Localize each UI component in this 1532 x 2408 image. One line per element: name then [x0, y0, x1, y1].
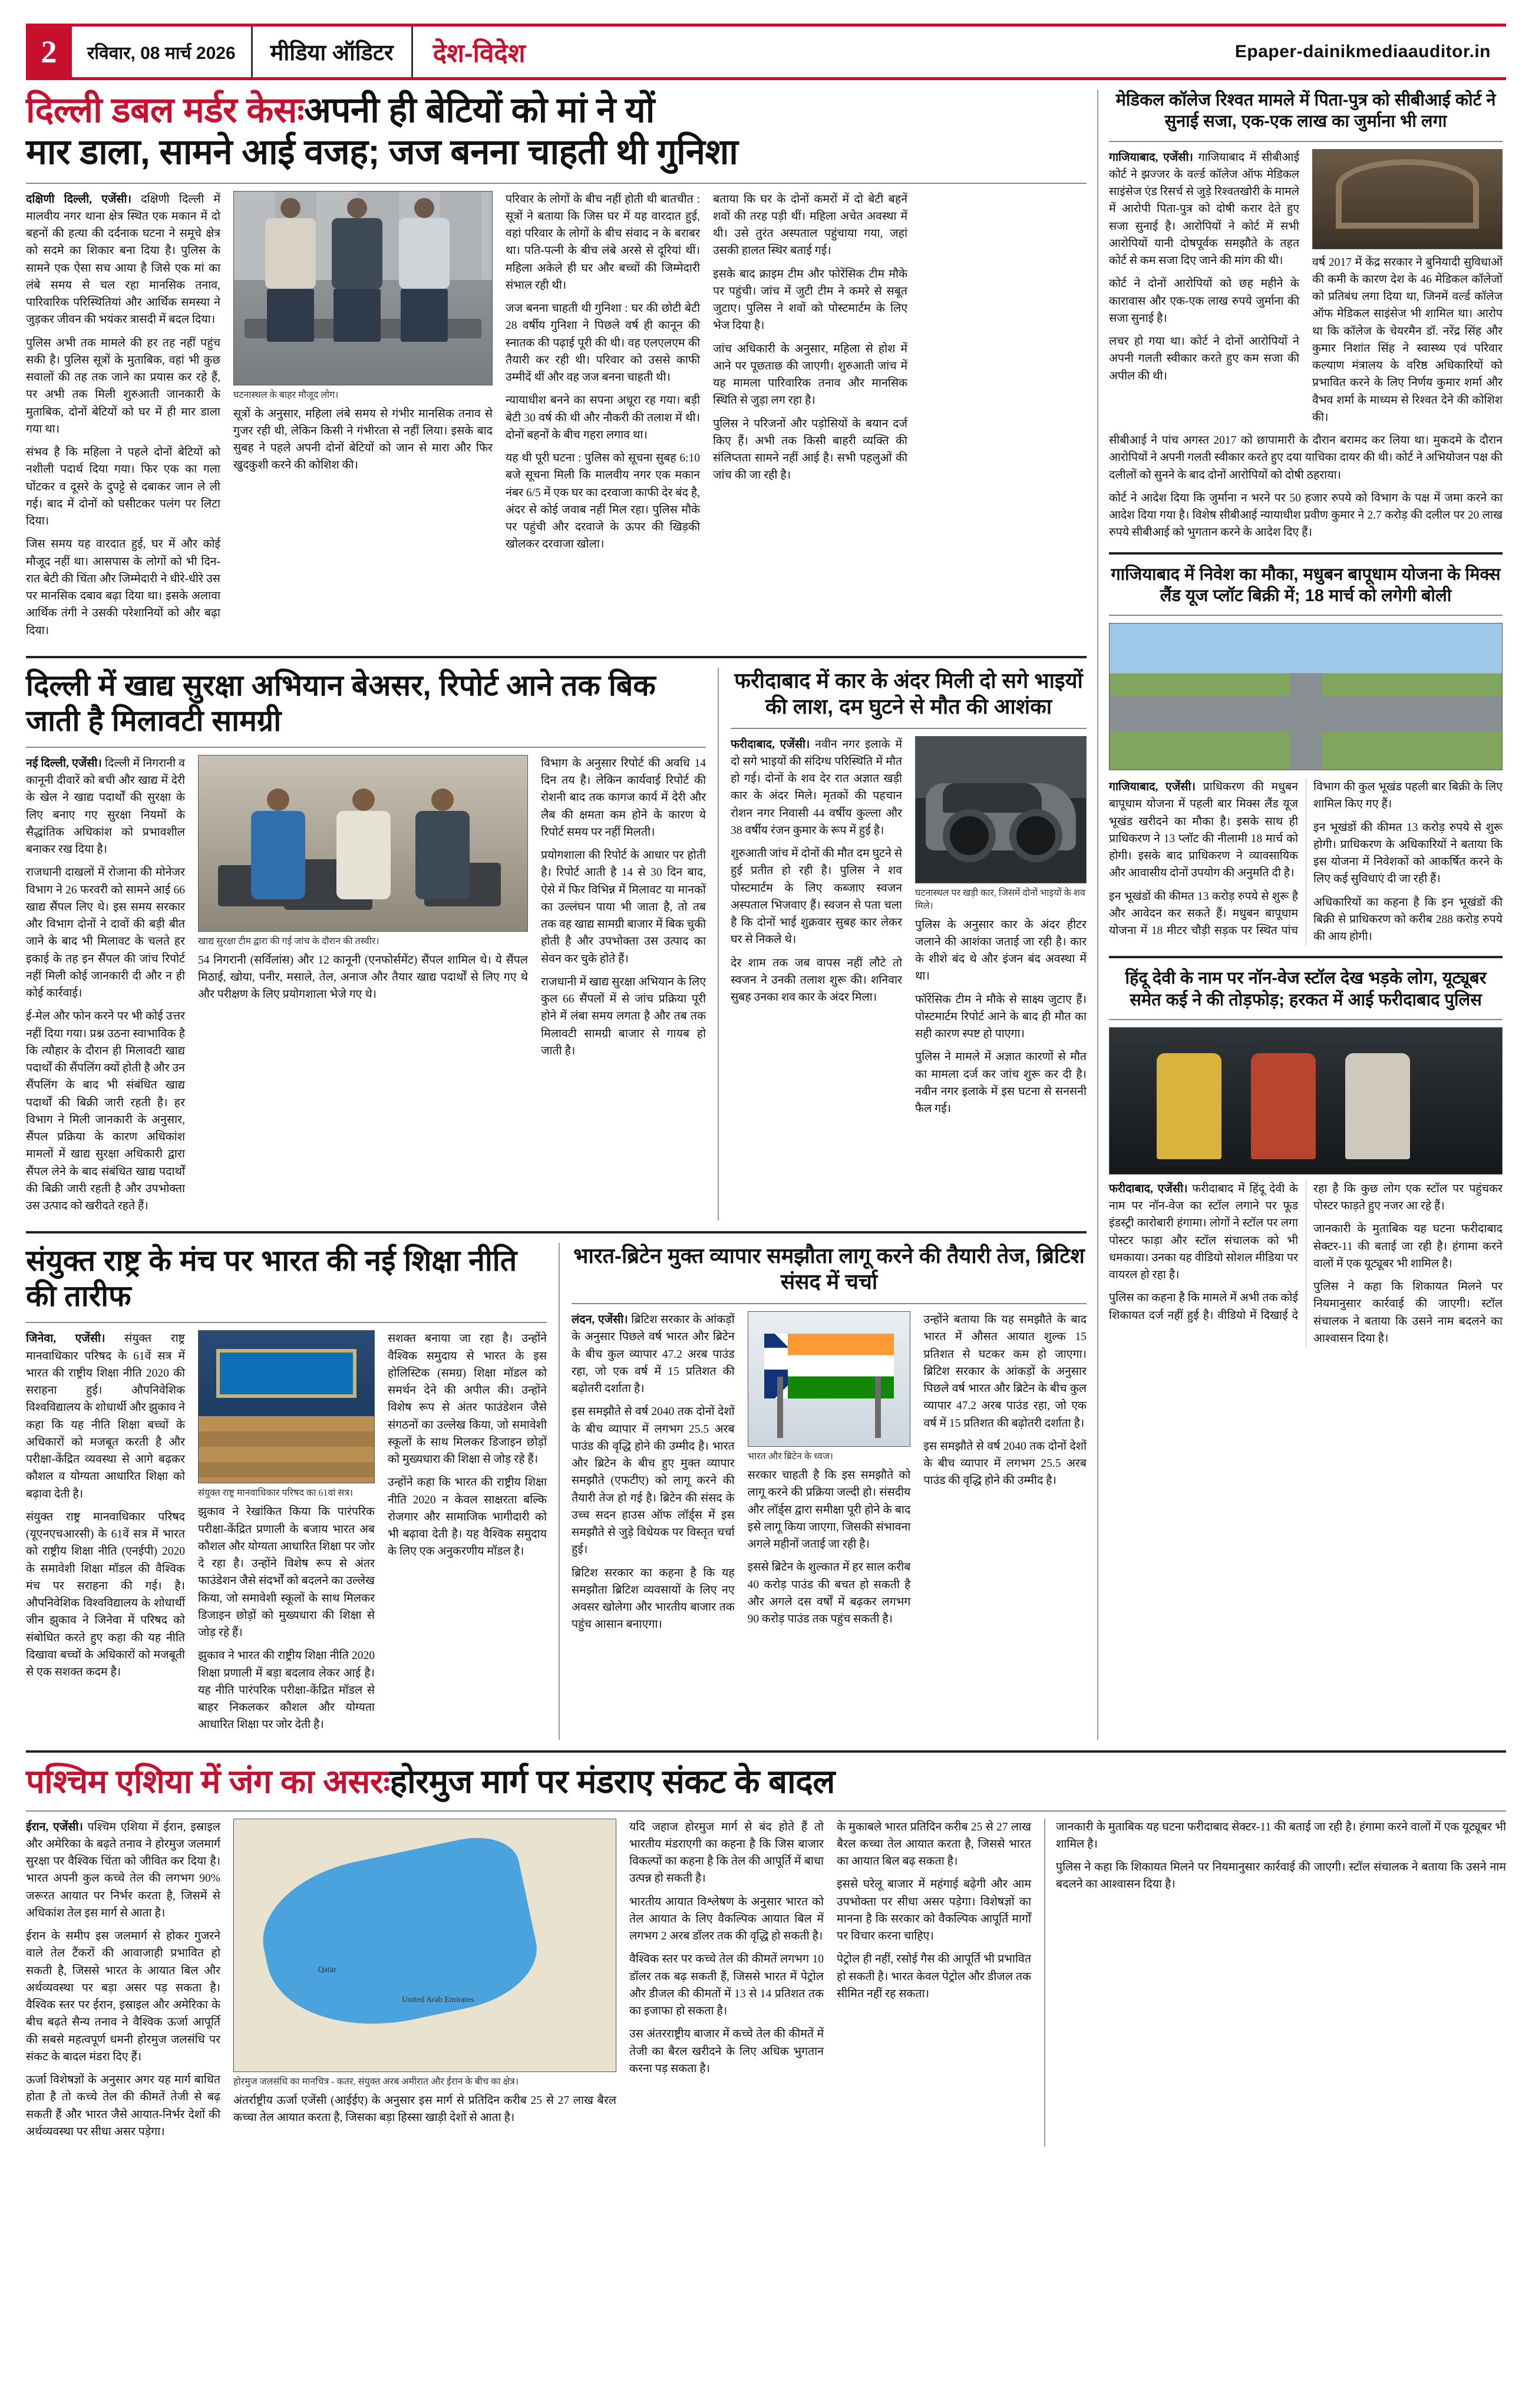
lead-para-1: पुलिस अभी तक मामले की हर तह नहीं पहुंच सकी है। पुलिस सूत्रों के मुताबिक, वहां भी कुछ सवालों की तह तक जाने का प्रयास कर रहे हैं, पर अभी तक मिली शुरुआती जानकारी के मुताबिक, दोनों बेटियों को घर में ही मार डाला गया था। [26, 337, 220, 436]
devi-para-2: जानकारी के मुताबिक यह घटना फरीदाबाद सेक्टर-11 की बताई जा रही है। हंगामा करने वालों में एक यूट्यूबर भी शामिल है। [1313, 1223, 1503, 1270]
asia-para-1: ईरान के समीप इस जलमार्ग से होकर गुजरने वाले तेल टैंकरों की आवाजाही प्रभावित हो सकती है, जिससे भारत के आयात बिल और अर्थव्यवस्था पर बड़ा असर पड़ सकता है। वैश्विक स्तर पर ईरान, इस्राइल और अमेरिका के बीच बढ़ते सैन्य तनाव ने वैश्विक ऊर्जा आपूर्ति की सबसे महत्वपूर्ण धमनी होरमुज जलसंधि पर संकट के बादल मंडरा दिए हैं। [26, 1930, 220, 2063]
un-headline: संयुक्त राष्ट्र के मंच पर भारत की नई शिक्षा नीति की तारीफ [26, 1244, 517, 1313]
car-headline: फरीदाबाद में कार के अंदर मिली दो सगे भाइयों की लाश, दम घुटने से मौत की आशंका [734, 668, 1083, 718]
britain-photo-caption: भारत और ब्रिटेन के ध्वज। [747, 1452, 834, 1462]
medical-bribery-story [1109, 90, 1503, 542]
asia-para-0: ईरान, एजेंसी। पश्चिम एशिया में ईरान, इस्राइल और अमेरिका के बढ़ते तनाव ने होरमुज जलमार्ग सुरक्षा पर वैश्विक चिंता को जीवित कर दिया है। भारत अपनी कुल कच्चे तेल की लगभग 90% जरूरत आयात पर निर्भर करता है, जिसमें से अधिकांश तेल इस मार्ग से आता है। [26, 1820, 221, 1919]
food-headline: दिल्ली में खाद्य सुरक्षा अभियान बेअसर, रिपोर्ट आने तक बिक जाती है मिलावटी सामग्री [26, 668, 656, 737]
lead-para-7: न्यायाधीश बनने का सपना अधूरा रह गया। बड़ी बेटी 30 वर्ष की थी और नौकरी की तलाश में थी। दोनों बहनों के बीच गहरा लगाव था। [506, 394, 700, 441]
page-number: 2 [26, 27, 72, 77]
britain-para-3: सरकार चाहती है कि इस समझौते को लागू करने की प्रक्रिया जल्दी हो। संसदीय और लॉर्ड्स द्वारा समीक्षा पूरी होने के बाद इसे लागू किया जाएगा, जिसकी संभावना अगले महीनों जताई जा रही है। [747, 1469, 911, 1551]
car-photo-caption: घटनास्थल पर खड़ी कार, जिसमें दोनों भाइयों के शव मिले। [915, 888, 1085, 911]
car-para-3: पुलिस के अनुसार कार के अंदर हीटर जलाने की आशंका जताई जा रही है। कार के शीशे बंद थे और इंजन बंद अवस्था में था। [915, 918, 1087, 983]
asia-para-3: अंतर्राष्ट्रीय ऊर्जा एजेंसी (आईईए) के अनुसार इस मार्ग से प्रतिदिन करीब 25 से 27 लाख बैरल कच्चा तेल आयात करता है, जिसका बड़ा हिस्सा खाड़ी देशों से आता है। [233, 2094, 616, 2124]
food-photo [198, 755, 528, 932]
masthead-section: देश-विदेश [432, 39, 526, 68]
hormuz-map [233, 1819, 616, 2072]
lead-para-9: बताया कि घर के दोनों कमरों में दो बेटी बहनें शवों की तरह पड़ी थीं। महिला अचेत अवस्था में थी। उसे तुरंत अस्पताल पहुंचाया गया, जहां उसकी हालत स्थिर बताई गई। [713, 193, 907, 258]
food-para-4: विभाग के अनुसार रिपोर्ट की अवधि 14 दिन तय है। लेकिन कार्यवाई रिपोर्ट की रोशनी बाद तक कागज कार्य में देरी और लैब की क्षमता कम होने के कारण ये रिपोर्ट समय पर नहीं मिलती। [541, 757, 706, 839]
food-para-2: ई-मेल और फोन करने पर भी कोई उत्तर नहीं दिया गया। प्रश्न उठना स्वाभाविक है कि त्यौहार के दौरान ही मिलावटी खाद्य पदार्थों की सैंपलिंग क्यों होती है और उन सैंपलिंग के बाद भी संबंधित खाद्य पदार्थों की बिक्री जारी रहती है। हर विभाग ने मिली जानकारी के अनुसार, सैंपल प्रक्रिया के कारण अधिकांश मामलों में खाद्य सुरक्षा अधिकारी द्वारा सैंपल लेने के बाद संबंधित खाद्य पदार्थों की बिक्री जारी रहती है और उपभोक्ता उस उत्पाद को खरीदते रहते हैं। [26, 1010, 185, 1213]
asia-para-10: पेट्रोल ही नहीं, रसोई गैस की आपूर्ति भी प्रभावित हो सकती है। भारत केवल पेट्रोल और डीजल तक सीमित नहीं रह सकता। [837, 1953, 1031, 2000]
medical-photo [1312, 149, 1503, 249]
britain-para-2: ब्रिटिश सरकार का कहना है कि यह समझौता ब्रिटिश व्यवसायों के लिए नए अवसर खोलेगा और भारतीय बाजार तक पहुंच आसान बनाएगा। [572, 1566, 735, 1631]
devi-dateline: फरीदाबाद, एजेंसी। [1109, 1182, 1188, 1195]
asia-kicker: पश्चिम एशिया में जंग का असरः [26, 1762, 390, 1800]
lead-headline [26, 90, 1087, 173]
asia-para-5: भारतीय आयात विश्लेषण के अनुसार भारत को तेल आयात के लिए वैकल्पिक आयात बिल में लगभग 2 अरब डॉलर तक की वृद्धि हो सकती है। [629, 1895, 824, 1943]
asia-extra-0: जानकारी के मुताबिक यह घटना फरीदाबाद सेक्टर-11 की बताई जा रही है। हंगामा करने वालों में एक यूट्यूबर भी शामिल है। [1056, 1820, 1506, 1850]
map-label-qatar: Qatar [318, 1965, 336, 1974]
britain-para-1: इस समझौते से वर्ष 2040 तक दोनों देशों के बीच व्यापार में लगभग 25.5 अरब पाउंड की वृद्धि होने की उम्मीद है। भारत और ब्रिटेन के बीच हुए मुक्त व्यापार समझौते (एफटीए) को लागू करने की तैयारी तेज हो गई है। ब्रिटेन की संसद के उच्च सदन हाउस ऑफ लॉर्ड्स में इस समझौते से जुड़े विधेयक पर विस्तृत चर्चा हुई। [572, 1406, 735, 1556]
food-para-5: प्रयोगशाला की रिपोर्ट के आधार पर होती है। रिपोर्ट आती है 14 से 30 दिन बाद, ऐसे में फिर विभिन्न में मिलावट या मानकों का उल्लंघन पाया भी जाता है, तो तब तक वह खाद्य सामग्री बाजार में बिक चुकी होती है और उपभोक्ता उस उत्पाद का सेवन कर चुके होते हैं। [541, 849, 706, 965]
lead-headline-line2: मार डाला, सामने आई वजह; जज बनना चाहती थी गुनिशा [26, 131, 738, 171]
masthead-url[interactable]: Epaper-dainikmediaauditor.in [1234, 42, 1491, 61]
lead-headline-rest: अपनी ही बेटियों को मां ने यों [304, 90, 655, 130]
medical-headline: मेडिकल कॉलेज रिश्वत मामले में पिता-पुत्र को सीबीआई कोर्ट ने सुनाई सजा, एक-एक लाख का जुर्माना भी लगा [1115, 91, 1496, 131]
un-dateline: जिनेवा, एजेंसी। [26, 1332, 105, 1345]
car-dateline: फरीदाबाद, एजेंसी। [731, 738, 810, 751]
lead-para-2: संभव है कि महिला ने पहले दोनों बेटियों को नशीली पदार्थ दिया गया। फिर एक का गला घोंटकर व दूसरे के दुपट्टे से दबाकर जान ले ली गई। बाद में दोनों को घसीटकर पलंग पर लिटा दिया। [26, 446, 220, 528]
car-photo [915, 736, 1087, 883]
food-para-6: राजधानी में खाद्य सुरक्षा अभियान के लिए कुल 66 सैंपलों में से जांच प्रक्रिया पूरी होने में लंबा समय लगता है और तब तक मिलावटी सामग्री बाजार से गायब हो जाती है। [541, 975, 706, 1057]
lead-photo-caption: घटनास्थल के बाहर मौजूद लोग। [233, 390, 339, 400]
lead-para-0: दक्षिणी दिल्ली, एजेंसी। दक्षिणी दिल्ली में मालवीय नगर थाना क्षेत्र स्थित एक मकान में दो बहनों की हत्या की दर्दनाक घटना ने समूचे क्षेत्र को सदमे का शिकार बना दिया है। पुलिस के सामने एक ऐसा सच आया है जिसे एक मां का लंबे समय से चल रहा मानसिक तनाव, पारिवारिक परिस्थितियां और आर्थिक समस्या ने जुड़कर जीवन की भयंकर त्रासदी में बदल दिया। [26, 193, 221, 326]
asia-headline-rest: होरमुज मार्ग पर मंडराए संकट के बादल [389, 1762, 835, 1800]
devi-para-0: फरीदाबाद, एजेंसी। फरीदाबाद में हिंदू देवी के नाम पर नॉन-वेज का स्टॉल लगाने पर फूड इंडस्ट्री कारोबारी हंगामा। लोगों ने स्टॉल पर लगा पोस्टर फाड़ा और स्टॉल संचालक को भी धमकाया। उनका यह वीडियो सोशल मीडिया पर वायरल हो रहा है। [1109, 1182, 1298, 1281]
food-dateline: नई दिल्ली, एजेंसी। [26, 757, 102, 770]
map-label-uae: United Arab Emirates [402, 1995, 474, 2005]
devi-photo [1109, 1027, 1503, 1175]
asia-para-8: के मुकाबले भारत प्रतिदिन करीब 25 से 27 लाख बैरल कच्चा तेल आयात करता है, जिससे भारत का आयात बिल बढ़ सकता है। [837, 1820, 1031, 1868]
lead-story [26, 90, 1087, 645]
faridabad-car-story [718, 668, 1087, 1221]
lead-dateline: दक्षिणी दिल्ली, एजेंसी। [26, 193, 131, 206]
west-asia-story [26, 1762, 1506, 2147]
lead-para-5: परिवार के लोगों के बीच नहीं होती थी बातचीत : सूत्रों ने बताया कि जिस घर में यह वारदात हुई, वहां परिवार के लोगों के बीच संवाद न के बराबर था। पति-पत्नी के बीच लंबे अरसे से दूरियां थीं। महिला अकेले ही घर और बच्चों की जिम्मेदारी संभाल रही थी। [506, 193, 700, 292]
un-para-2: झुकाव ने रेखांकित किया कि पारंपरिक परीक्षा-केंद्रित प्रणाली के बजाय भारत अब कौशल और योग्यता आधारित शिक्षा पर जोर दे रहा है। उन्होंने विशेष रूप से अंतर फाउंडेशन जैसे संदर्भों को बदलने का उल्लेख किया, जो समावेशी स्कूलों के साथ मिलकर डिजाइन छोड़ों को मुख्यधारा की शिक्षा से जोड़ रहे हैं। [198, 1506, 375, 1640]
devi-para-1: पुलिस का कहना है कि मामले में अभी तक कोई शिकायत दर्ज नहीं हुई है। वीडियो में दिखाई दे रहा है कि कुछ लोग एक स्टॉल पर पहुंचकर पोस्टर फाड़ते हुए नजर आ रहे हैं। [1109, 1182, 1503, 1322]
lead-kicker: दिल्ली डबल मर्डर केसः [26, 90, 305, 130]
car-para-4: फॉरेंसिक टीम ने मौके से साक्ष्य जुटाए हैं। पोस्टमार्टम रिपोर्ट आने के बाद ही मौत का सही कारण स्पष्ट हो पाएगा। [915, 993, 1087, 1041]
britain-para-6: इस समझौते से वर्ष 2040 तक दोनों देशों के बीच व्यापार में लगभग 25.5 अरब पाउंड की वृद्धि होने की उम्मीद है। [923, 1440, 1087, 1487]
un-para-3: झुकाव ने भारत की राष्ट्रीय शिक्षा नीति 2020 शिक्षा प्रणाली में बड़ा बदलाव लेकर आई है। यह नीति पारंपरिक परीक्षा-केंद्रित मॉडल से बाहर निकलकर कौशल और योग्यता आधारित शिक्षा पर जोर देती है। [198, 1650, 375, 1731]
ghaziabad-plot-story [1109, 564, 1503, 946]
britain-para-4: इससे ब्रिटेन के शुल्कात में हर साल करीब 40 करोड़ पाउंड की बचत हो सकती है और अगले दस वर्षों में बढ़कर लगभग 90 करोड़ पाउंड तक पहुंच सकती है। [747, 1561, 911, 1626]
car-para-1: शुरुआती जांच में दोनों की मौत दम घुटने से हुई प्रतीत हो रही है। पुलिस ने शव पोस्टमार्टम के लिए कब्जाए स्वजन अस्पताल भिजवाए हैं। स्वजन से पता चला है कि दोनों भाई शुक्रवार सुबह कार लेकर घर से निकले थे। [731, 847, 902, 946]
lead-para-10: इसके बाद क्राइम टीम और फोरेंसिक टीम मौके पर पहुंची। जांच में जुटी टीम ने कमरे से सबूत जुटाए। पुलिस ने शवों को पोस्टमार्टम के लिए भेज दिया है। [713, 268, 907, 332]
medical-para-1: कोर्ट ने दोनों आरोपियों को छह महीने के कारावास और एक-एक लाख रुपये जुर्माना की सजा सुनाई है। [1109, 278, 1299, 325]
un-education-story [26, 1243, 547, 1739]
lead-para-8: यह थी पूरी घटना : पुलिस को सूचना सुबह 6:10 बजे सूचना मिली कि मालवीय नगर एक मकान नंबर 6/5 में एक घर का दरवाजा काफी देर बंद है, अंदर से कोई जवाब नहीं मिल रहा। पुलिस मौके पर पहुंची और दरवाजे के ऊपर की खिड़की खोलकर दरवाजा खोला। [506, 452, 700, 551]
lead-para-6: जज बनना चाहती थी गुनिशा : घर की छोटी बेटी 28 वर्षीय गुनिशा ने पिछले वर्ष ही कानून की स्नातक की पढ़ाई पूरी की थी। वह एलएलएम की तैयारी कर रही थी। परिवार को उससे काफी उम्मीदें थीं और वह जज बनना चाहती थी। [506, 302, 700, 384]
left-columns [26, 90, 1087, 1740]
lead-para-3: जिस समय यह वारदात हुई, घर में और कोई मौजूद नहीं था। आसपास के लोगों को भी दिन-रात बेटी की चिंता और जिम्मेदारी ने धीरे-धीरे उस पर मानसिक दबाव बढ़ा दिया था। इसके अलावा आर्थिक तंगी ने उसकी परेशानियों को और बढ़ा दिया। [26, 538, 220, 637]
devi-headline: हिंदू देवी के नाम पर नॉन-वेज स्टॉल देख भड़के लोग, यूट्यूबर समेत कई ने की तोड़फोड़; हरकत में आई फरीदाबाद पुलिस [1125, 969, 1487, 1010]
masthead [26, 24, 1506, 80]
un-para-0: जिनेवा, एजेंसी। संयुक्त राष्ट्र मानवाधिकार परिषद के 61वें सत्र में भारत की राष्ट्रीय शिक्षा नीति 2020 की सराहना हुई। औपनिवेशिक विश्वविद्यालय के शोधार्थी और झुकाव ने कहा कि यह नीति शिक्षा बच्चों के अधिकारों को मजबूत करती है और परीक्षा-केंद्रित व्यवस्था से आगे बढ़कर कौशल व योग्यता आधारित शिक्षा को बढ़ावा देती है। [26, 1332, 186, 1500]
column-divider [1097, 90, 1098, 1740]
plot-headline: गाजियाबाद में निवेश का मौका, मधुबन बापूधाम योजना के मिक्स लैंड यूज प्लॉट बिक्री में; 18 मार्च को लगेगी बोली [1111, 565, 1501, 605]
asia-para-9: इससे घरेलू बाजार में महंगाई बढ़ेगी और आम उपभोक्ता पर सीधा असर पड़ेगा। विशेषज्ञों का मानना है कि सरकार को वैकल्पिक आपूर्ति मार्गों पर विचार करना चाहिए। [837, 1878, 1031, 1943]
plot-para-1: इन भूखंडों की कीमत 13 करोड़ रुपये से शुरू है और आवेदन कर सकते हैं। मधुबन बापूधाम योजना में 18 मीटर चौड़ी सड़क पर स्थित पांच विभाग की कुल भूखंड पहली बार बिक्री के लिए शामिल किए गए हैं। [1109, 781, 1503, 937]
asia-para-6: वैश्विक स्तर पर कच्चे तेल की कीमतें लगभग 10 डॉलर तक बढ़ सकती हैं, जिससे भारत में पेट्रोल और डीजल की कीमतों में 13 से 14 प्रतिशत तक का इजाफा हो सकता है। [629, 1953, 824, 2018]
medical-para-0: गाजियाबाद, एजेंसी। गाजियाबाद में सीबीआई कोर्ट ने झज्जर के वर्ल्ड कॉलेज ऑफ मेडिकल साइंसेज एंड रिसर्च से जुड़े रिश्वतखोरी के मामले में आरोपी पिता-पुत्र को दोषी करार देते हुए सजा सुनाई है। आरोपियों ने कोर्ट में सभी आरोपियों यानी दोषपूर्वक समझौते के तहत कोर्ट से कम सजा दिए जाने की मांग की थी। [1109, 151, 1300, 267]
britain-dateline: लंदन, एजेंसी। [572, 1314, 628, 1327]
food-photo-caption: खाद्य सुरक्षा टीम द्वारा की गई जांच के दौरान की तस्वीर। [198, 936, 379, 946]
medical-para-5: कोर्ट ने आदेश दिया कि जुर्माना न भरने पर 50 हजार रुपये को विभाग के पक्ष में जमा करने का आदेश दिया गया है। विशेष सीबीआई न्यायाधीश प्रवीण कुमार ने 2.7 करोड़ की दलील पर 20 लाख रुपये सीबीआई को भुगतान करने के आदेश दिए हैं। [1109, 492, 1503, 539]
lead-para-11: जांच अधिकारी के अनुसार, महिला से होश में आने पर पूछताछ की जाएगी। शुरुआती जांच में यह मामला पारिवारिक तनाव और मानसिक स्थिति से जुड़ा लग रहा है। [713, 342, 907, 407]
britain-headline: भारत-ब्रिटेन मुक्त व्यापार समझौता लागू करने की तैयारी तेज, ब्रिटिश संसद में चर्चा [573, 1243, 1085, 1294]
plot-para-0: गाजियाबाद, एजेंसी। प्राधिकरण की मधुबन बापूधाम योजना में पहली बार मिक्स लैंड यूज भूखंड खरीदने का मौका है। इसके साथ ही प्राधिकरण ने 13 प्लॉट की नीलामी 18 मार्च को होगी। इसके बाद प्राधिकरण ने व्यावसायिक और आवासीय दोनों उपयोग की अनुमति दी है। [1109, 781, 1299, 880]
medical-para-3: वर्ष 2017 में केंद्र सरकार ने बुनियादी सुविधाओं की कमी के कारण देश के 46 मेडिकल कॉलेजों को प्रतिबंध लगा दिया था, जिनमें वर्ल्ड कॉलेज ऑफ मेडिकल साइंसेज भी शामिल था। आरोप था कि कॉलेज के चेयरमैन डॉ. नरेंद्र सिंह और कुमार निशांत सिंह ने स्वास्थ्य एवं परिवार कल्याण मंत्रालय के वरिष्ठ अधिकारियों को प्रभावित करने के लिए निर्णय कुमार शर्मा और वैभव शर्मा के माध्यम से रिश्वत देने की कोशिश की। [1312, 256, 1503, 424]
britain-photo [748, 1311, 911, 1447]
un-photo-caption: संयुक्त राष्ट्र मानवाधिकार परिषद का 61वां सत्र। [198, 1488, 354, 1499]
masthead-spacer [546, 27, 1220, 77]
asia-para-7: उस अंतरराष्ट्रीय बाजार में कच्चे तेल की कीमतें में तेजी का बैरल खरीदने के लिए अधिक भुगतान करना पड़ सकता है। [629, 2028, 824, 2075]
asia-headline [26, 1762, 1506, 1801]
masthead-date: रविवार, 08 मार्च 2026 [72, 27, 253, 77]
plot-para-3: अधिकारियों का कहना है कि इन भूखंडों की बिक्री से प्राधिकरण को करीब 288 करोड़ रुपये की आय होगी। [1313, 896, 1503, 943]
un-para-4: सशक्त बनाया जा रहा है। उन्होंने वैश्विक समुदाय से भारत के इस होलिस्टिक (समग्र) शिक्षा मॉडल को समर्थन देने की अपील की। उन्होंने विशेष रूप से अंतर फाउंडेशन जैसे संगठनों का उल्लेख किया, जो समावेशी स्कूलों के साथ मिलकर डिजाइन छोड़ों को मुख्यधारा की शिक्षा से जोड़ रहे हैं। [388, 1332, 547, 1466]
food-safety-story [26, 668, 706, 1221]
un-para-1: संयुक्त राष्ट्र मानवाधिकार परिषद (यूएनएचआरसी) के 61वें सत्र में भारत को राष्ट्रीय शिक्षा नीति (एनईपी) 2020 के समावेशी शिक्षा मॉडल की वैश्विक मंच पर सराहना की गई। है। औपनिवेशिक विश्वविद्यालय के शोधार्थी जीन झुकाव ने जिनेवा में परिषद को संबोधित करते हुए कहा की यह नीति दिखावा बच्चों के अधिकारों को मजबूती से एक सशक्त कदम है। [26, 1510, 185, 1679]
food-para-3: 54 निगरानी (सर्विलांस) और 12 कानूनी (एनफोर्समेंट) सैंपल शामिल थे। ये सैंपल मिठाई, खोया, पनीर, मसाले, तेल, अनाज और तैयार खाद्य पदार्थों से लिए गए थे और परीक्षण के लिए प्रयोगशाला भेजे गए थे। [198, 954, 528, 1001]
lead-para-4: सूत्रों के अनुसार, महिला लंबे समय से गंभीर मानसिक तनाव से गुजर रही थी, लेकिन किसी ने गंभीरता से नहीं लिया। इसके बाद सुबह ने पहले अपनी दोनों बेटियों को जान से मारा और फिर खुदकुशी करने की कोशिश की। [233, 407, 493, 472]
right-rail [1109, 90, 1503, 1355]
britain-para-0: लंदन, एजेंसी। ब्रिटिश सरकार के आंकड़ों के अनुसार पिछले वर्ष भारत और ब्रिटेन के बीच कुल व्यापार 47.2 अरब पाउंड रहा, जो एक वर्ष में 15 प्रतिशत की बढ़ोतरी दर्शाता है। [572, 1314, 735, 1396]
un-para-5: उन्होंने कहा कि भारत की राष्ट्रीय शिक्षा नीति 2020 न केवल साक्षरता बल्कि रोजगार और सामाजिक भागीदारी को भी बढ़ावा देती है। यह वैश्विक समुदाय के लिए एक अनुकरणीय मॉडल है। [388, 1476, 547, 1558]
plot-photo [1109, 623, 1503, 770]
plot-dateline: गाजियाबाद, एजेंसी। [1109, 781, 1196, 793]
medical-para-4: सीबीआई ने पांच अगस्त 2017 को छापामारी के दौरान बरामद कर लिया था। मुकदमे के दौरान आरोपियों ने अपनी गलती स्वीकार करते हुए दया याचिका दायर की थी। कोर्ट ने अभियोजन पक्ष की दलीलों को सुनने के बाद दोनों आरोपियों को दोषी ठहराया। [1109, 434, 1503, 481]
page-body [26, 90, 1506, 1740]
medical-para-2: लचर हो गया था। कोर्ट ने दोनों आरोपियों ने अपनी गलती स्वीकार करते हुए कम सजा की अपील की थी। [1109, 335, 1299, 382]
food-para-1: राजधानी दाखलों में रोजाना की मोनेजर विभाग ने 26 फरवरी को सामने आई 66 खाद्य सैंपल लिए थे। इस समय सरकार और विभाग दोनों ने दावों की बड़ी बीत जाने के बाद भी मिलावट के चलते हर इकाई के तह इन सैंपल की जांच रिपोर्ट नहीं मिली कोई जानकारी दी और न ही कोई कार्रवाई। [26, 866, 185, 1000]
plot-para-2: इन भूखंडों की कीमत 13 करोड़ रुपये से शुरू होगी। प्राधिकरण के अधिकारियों ने बताया कि इस योजना में निवेशकों को आकर्षित करने के लिए कई सुविधाएं दी जा रही हैं। [1313, 821, 1503, 886]
asia-extra-1: पुलिस ने कहा कि शिकायत मिलने पर नियमानुसार कार्रवाई की जाएगी। स्टॉल संचालक ने बताया कि उसने नाम बदलने का आश्वासन दिया है। [1056, 1861, 1506, 1891]
lead-para-12: पुलिस ने परिजनों और पड़ोसियों के बयान दर्ज किए हैं। अभी तक किसी बाहरी व्यक्ति की संलिप्तता सामने नहीं आई है। सभी पहलुओं की जांच की जा रही है। [713, 417, 907, 482]
asia-para-2: ऊर्जा विशेषज्ञों के अनुसार अगर यह मार्ग बाधित होता है तो कच्चे तेल की कीमतें तेजी से बढ़ सकती हैं और भारत जैसे आयात-निर्भर देशों की अर्थव्यवस्था पर सीधा असर पड़ेगा। [26, 2074, 220, 2138]
asia-para-4: यदि जहाज होरमुज मार्ग से बंद होते हैं तो भारतीय मंडराएगी का कहना है कि जिस बाजार विकल्पों का कहना है कि तेल की आपूर्ति में बाधा उत्पन्न हो सकती है। [629, 1820, 824, 1885]
hindu-devi-story [1109, 968, 1503, 1347]
car-para-5: पुलिस ने मामले में अज्ञात कारणों से मौत का मामला दर्ज कर जांच शुरू कर दी है। नवीन नगर इलाके में इस घटना से सनसनी फैल गई। [915, 1051, 1087, 1116]
india-britain-story [559, 1243, 1087, 1739]
food-para-0: नई दिल्ली, एजेंसी। दिल्ली में निगरानी व कानूनी दीवारें को बची और खाद्य में देरी के खेल ने खाद्य पदार्थों की सुरक्षा के लिए बनाए गए सुरक्षा नियमों के सैद्धांतिक अधिकांश को प्रभावशील बनाकर रख दिया है। [26, 757, 185, 856]
un-photo [198, 1330, 375, 1483]
medical-dateline: गाजियाबाद, एजेंसी। [1109, 151, 1193, 164]
map-caption: होरमुज जलसंधि का मानचित्र - कतर, संयुक्त अरब अमीरात और ईरान के बीच का क्षेत्र। [233, 2076, 519, 2087]
asia-dateline: ईरान, एजेंसी। [26, 1820, 83, 1833]
masthead-brand: मीडिया ऑडिटर [253, 27, 413, 77]
britain-para-5: उन्होंने बताया कि यह समझौते के बाद भारत में औसत आयात शुल्क 15 प्रतिशत से घटकर कम हो जाएगा। ब्रिटिश सरकार के आंकड़ों के अनुसार पिछले वर्ष भारत और ब्रिटेन के बीच कुल व्यापार 47.2 अरब पाउंड रहा, जो एक वर्ष में 15 प्रतिशत की बढ़ोतरी दर्शाता है। [923, 1314, 1087, 1430]
car-para-0: फरीदाबाद, एजेंसी। नवीन नगर इलाके में दो सगे भाइयों की संदिग्ध परिस्थिति में मौत हो गई। दोनों के शव देर रात अज्ञात खड़ी कार के अंदर मिले। मृतकों की पहचान रोशन नगर निवासी 44 वर्षीय कुल्ला और 38 वर्षीय रंजन कुमार के रूप में हुई है। [731, 738, 902, 837]
lead-photo [233, 191, 493, 385]
car-para-2: देर शाम तक जब वापस नहीं लौटे तो स्वजन ने उनकी तलाश शुरू की। शनिवार सुबह उनका शव कार के अंदर मिला। [731, 956, 902, 1004]
devi-para-3: पुलिस ने कहा कि शिकायत मिलने पर नियमानुसार कार्रवाई की जाएगी। स्टॉल संचालक ने बताया कि उसने नाम बदलने का आश्वासन दिया है। [1313, 1281, 1503, 1345]
